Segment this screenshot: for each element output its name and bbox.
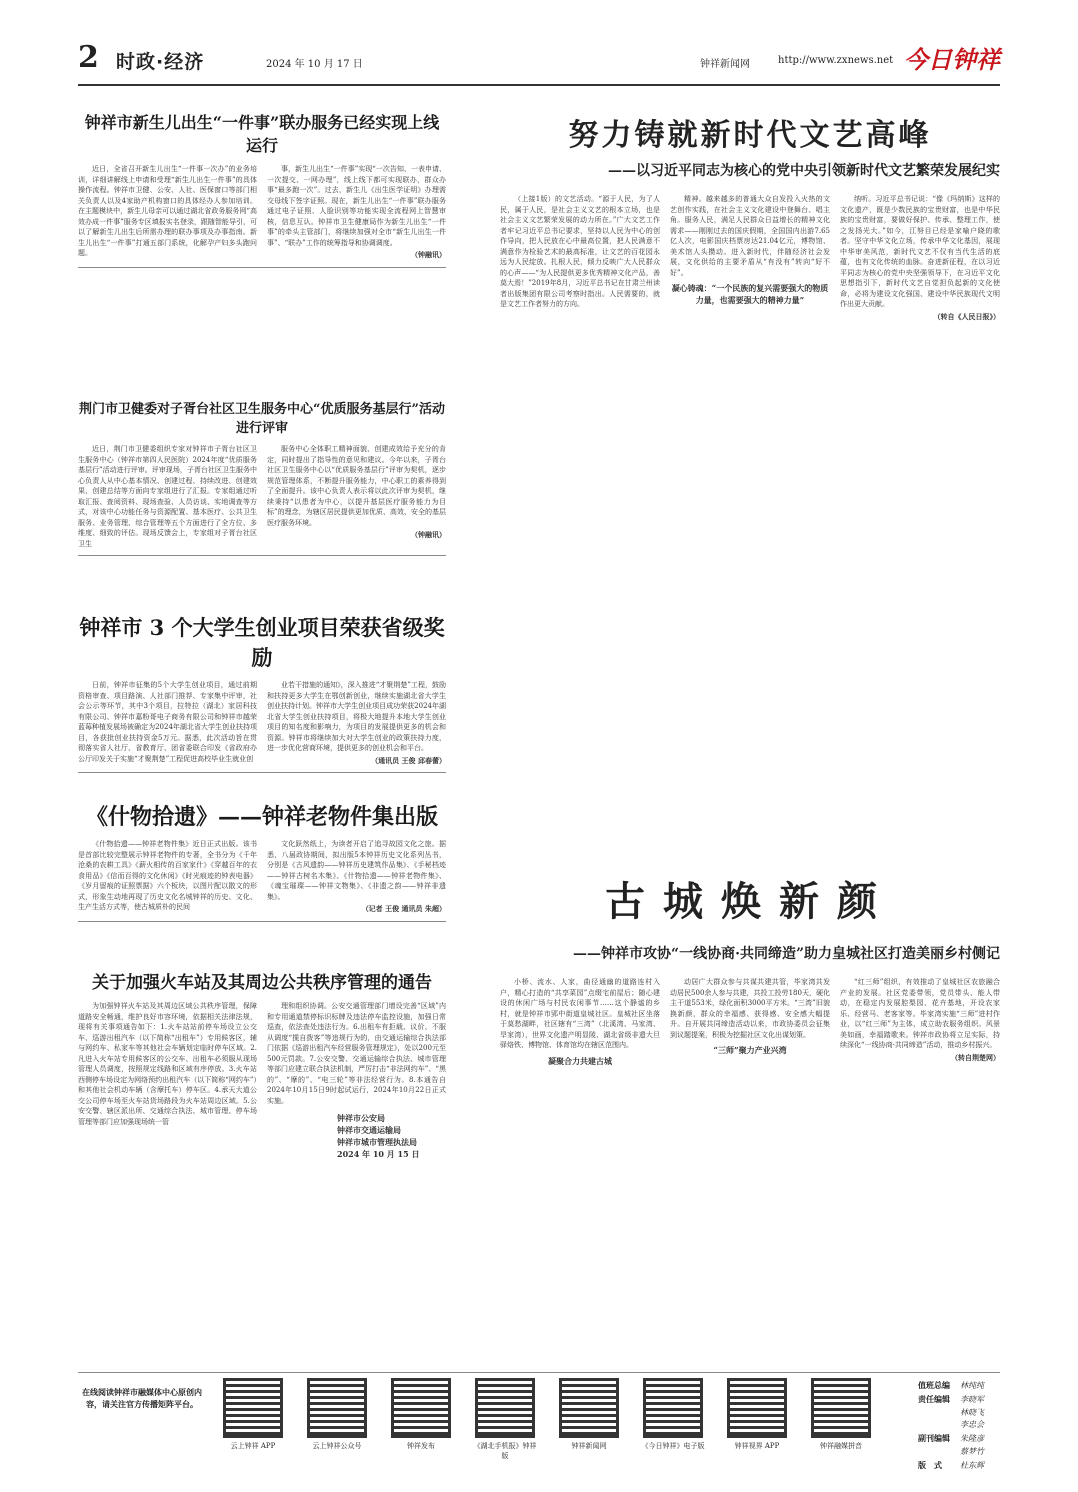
- page-number: 2: [78, 40, 99, 75]
- issue-date: 2024 年 10 月 17 日: [266, 59, 363, 70]
- article-arts: [500, 110, 1000, 322]
- qr-code[interactable]: 钟祥融媒拼音: [808, 1381, 874, 1451]
- article-newborn: [78, 110, 446, 268]
- article-title: 《什物拾遗》——钟祥老物件集出版: [85, 804, 438, 830]
- staff-list: 值班总编 林纯纯 责任编辑 李晓军 林晓飞 李忠会 副刊编辑 朱隆彦 蔡梦竹 版 式 杜东辉: [918, 1380, 984, 1470]
- article-col: 理和组织协调。公安交通管理部门增设完善“区域”内和专用通道禁停标识标牌及违法停车监控设施，加强日常巡查，依法查处违法行为。6.出租车有拒载、议价、不服从调度“揽自拨客”等违规行为的，由交通运输综合执法部门依据《巡游出租汽车经营服务管理规定》，处以200元至500元罚款。7.公安交警、交通运输综合执法、城市管理等部门应建立联合执法机制，严厉打击“非法网约车”、“黑的”、“摩的”、“电三轮”等非法经营行为。8.本通告自2024年10月15日9时起试运行，2024年10月22日正式实施。 钟祥市公安局 钟祥市交通运输局 钟祥市城市管理执法局 2024 年 10 月 15 日: [267, 1002, 446, 1159]
- site-name: 钟祥新闻网: [700, 59, 750, 70]
- newspaper-logo: 今日钟祥: [904, 45, 1000, 74]
- article-col: 服务中心全体职工精神面貌、创建成效给予充分的肯定，同时提出了指导性的意见和建议。今年以来，子胥台社区卫生服务中心以“优质服务基层行”评审为契机，逐步规范管理体系，不断提升服务能力，中心职工的素养得到了全面提升。该中心负责人表示将以此次评审为契机，继续秉持“以患者为中心，以提升基层医疗服务能力为目标”的理念，为辖区居民提供更加优质、高效、安全的基层医疗服务环境。 （钟融讯）: [267, 445, 446, 539]
- signature: 钟祥市城市管理执法局: [337, 1137, 417, 1147]
- article-subtitle: ——以习近平同志为核心的党中央引领新时代文艺繁荣发展纪实: [608, 163, 1000, 179]
- article-headline: 努力铸就新时代文艺高峰: [568, 118, 932, 153]
- footer-bar: [78, 1372, 1000, 1470]
- article-col: 近日，全省召开新生儿出生“一件事一次办”的业务培训，详细讲解线上申请和受理“新生儿出生一件事”的具体操作流程。钟祥市卫健、公安、人社、医保窗口等部门相关负责人以及4家助产机构窗口的具体经办人参加培训。在主题模块中，新生儿母亲可以通过湖北省政务服务网“高效办成一件事”服务专区填报实名登录，跟随智能导引，可以了解新生儿出生后所需办理的联办事项及办事指南。新生儿出生“一件事”打通五部门系统，化解孕产妇多头跑问题。: [78, 165, 257, 257]
- qr-code[interactable]: 《湖北手机报》钟祥版: [472, 1381, 538, 1461]
- article-book: [78, 800, 446, 922]
- article-oldtown: [500, 870, 1000, 1071]
- header-rule: [78, 84, 1000, 86]
- article-startup: [78, 612, 446, 773]
- signature: 钟祥市交通运输局: [337, 1125, 401, 1135]
- qr-code[interactable]: 钟祥新闻网: [556, 1381, 622, 1451]
- article-subheading: “三师”聚力产业兴湾: [713, 1045, 787, 1055]
- article-headline: 古城焕新颜: [605, 879, 895, 925]
- article-title: 钟祥市新生儿出生“一件事”联办服务已经实现上线运行: [84, 113, 440, 155]
- article-col: 日前，钟祥市征集的5个大学生创业项目，通过前期资格审查、项目路演、人社部门推荐、专家集中评审，社会公示等环节，其中3个项目，拉特拉（湖北）家居科技有限公司、钟祥市嘉粉哥电子商务有限公司和钟祥市越荣蓝莓种植发展场被确定为2024年湖北省大学生创业扶持项目，各获批创业扶持资金5万元。据悉，此次活动旨在贯彻落实省人社厅、省教育厅、团省委联合印发《省政府办公厅印发关于实施“才聚荆楚”工程促进高校毕业生就业创: [78, 681, 257, 763]
- article-col: 精神。越来越多的普通大众自发投入火热的文艺创作实践，在社会主义文化建设中登舞台、唱主角。服务人民，满足人民群众日益增长的精神文化需求——刚刚过去的国庆假期，全国国内出游7.65亿人次，电影国庆档票房达21.04亿元，博物馆、美术馆人头攒动。进入新时代，伴随经济社会发展，文化供给的主要矛盾从“有没有”转向“好不好”。 凝心铸魂：“一个民族的复兴需要强大的物质力量，也需要强大的精神力量”: [670, 195, 830, 305]
- footer-note: 在线阅读钟祥市融媒体中心原创内容，请关注官方传播矩阵平台。: [82, 1388, 202, 1409]
- article-col: （上接1版）的文艺活动。“源于人民，为了人民，属于人民，是社会主义文艺的根本立场，也是社会主义文艺繁荣发展的动力所在。”广大文艺工作者牢记习近平总书记要求，坚持以人民为中心的创作导向，把人民放在心中最高位置，把人民满意不满意作为检验艺术的最高标准，让文艺的百花园永远为人民绽放。扎根人民，倾力反映广大人民群众的心声——“为人民提供更多优秀精神文化产品，善莫大焉！”2019年8月，习近平总书记在甘肃兰州读者出版集团有限公司考察时指出。人民需要的，就是文艺工作者努力的方向。: [500, 195, 660, 308]
- article-subheading: 凝聚合力共建古城: [548, 1055, 612, 1066]
- site-url[interactable]: http://www.zxnews.net: [778, 55, 894, 66]
- qr-code[interactable]: 钟祥视界 APP: [724, 1381, 790, 1451]
- article-title: 钟祥市 3 个大学生创业项目荣获省级奖励: [79, 615, 445, 670]
- article-col: 动居广大群众参与共谋共建共管，毕家湾共发动居民500余人参与共建，共投工投劳180天，硬化主干道553米，绿化面积3000平方米。“三湾”旧貌换新颜，群众的幸福感、获得感、安全感大幅提升。自开展共同缔造活动以来，市政协委员会征集到议题提案，积极为挖掘社区文化出谋划策。 “三师”聚力产业兴湾: [670, 978, 830, 1055]
- article-col: 事，新生儿出生“一件事”实现“一次告知、一表申请、一次提交、一网办理”，线上线下都可实现联办，群众办事“最多跑一次”。过去，新生儿《出生医学证明》办理需交母线下签字证照。现在，新生儿出生“一件事”联办服务通过电子证照、人脸识别等功能实现全流程网上智慧审核，信息互认。钟祥市卫生健康局作为新生儿出生“一件事”的牵头主管部门，将继续加强对全市“新生儿出生一件事”、“联办”工作的统筹指导和协调调度。 （钟融讯）: [267, 165, 446, 259]
- article-title: 荆门市卫健委对子胥台社区卫生服务中心“优质服务基层行”活动进行评审: [79, 402, 445, 436]
- article-col: 纳听。习近平总书记说：“像《玛纳斯》这样的文化遗产，既是少数民族的宝贵财富，也是中华民族的宝贵财富，要做好保护、传承、整理工作，使之发扬光大。”如今，江努目已经是家喻户晓的歌者。坚守中华文化立场，传承中华文化基因，展现中华审美风范，新时代文艺不仅有当代生活的底蕴，也有文化传统的血脉。奋进新征程，在以习近平同志为核心的党中央坚强领导下，在习近平文化思想指引下，新时代文艺自觉担负起新的文化使命，必将为建设文化强国、建设中华民族现代文明作出更大贡献。 （转自《人民日报》）: [840, 195, 1000, 321]
- article-subtitle: ——钟祥市攻协“一线协商·共同缔造”助力皇城社区打造美丽乡村侧记: [573, 946, 1000, 962]
- article-col: 近日，荆门市卫健委组织专家对钟祥市子胥台社区卫生服务中心（钟祥市第四人民医院）2024年度“优质服务基层行”活动进行评审。评审现场，子胥台社区卫生服务中心负责人从中心基本情况、创建过程、持续改进、创建效果、创建总结等方面向专家组进行了汇报。专家组通过听取汇报、查阅资料、现场查验、人员访谈、实地调查等方式，对该中心功能任务与资源配置、基本医疗、公共卫生服务、业务管理、综合管理等五个方面进行了全方位、多维度、细致的评估。现场反馈会上，专家组对子胥台社区卫生: [78, 445, 257, 548]
- qr-code[interactable]: 钟祥发布: [388, 1381, 454, 1451]
- article-health: [78, 398, 446, 556]
- article-col: 《什物拾遗——钟祥老物件集》近日正式出版。该书是首部比较完整展示钟祥老物件的专著，全书分为《千年沧桑的农耕工具》《薪火相传的百家家什》《穿越百年的衣食用品》《信而百得的文化休闲》《时光痕迹的钟表电器》《岁月留痕的证照票据》六个板块，以图片配以散文的形式，形象生动地再现了历史文化名城钟祥的历史、文化、生产生活方式等，使古城质朴的民间: [78, 840, 257, 911]
- article-col: 业若干措施的通知》，深入推进“才聚荆楚”工程，鼓励和扶持更多大学生在鄂创新创业，继续实施湖北省大学生创业扶持计划。钟祥市大学生创业项目成功荣获2024年湖北省大学生创业扶持项目，将极大地提升本地大学生创业项目的知名度和影响力，为项目的发展提供更多的机会和资源。钟祥市将继续加大对大学生创业的政策扶持力度，进一步优化营商环境，提供更多的创业机会和平台。 （通讯员 王俊 邱春蕾）: [267, 681, 446, 765]
- article-col: “红三师”组织，有效推动了皇城社区农旅融合产业的发展。社区党委带领，党员带头、能人带动，在稳定内发展腔梨园、花卉基地，开设农家乐、经营马、老客家等。毕家湾实施“三师”进村作业，以“红三师”为主体，成立助农服务组织。风景美如画，幸福踏歌来。钟祥市政协将立足实际，持续深化“一线协商·共同缔造”活动，推动乡村振兴。 （转自荆楚网）: [840, 978, 1000, 1062]
- signature-date: 2024 年 10 月 15 日: [337, 1149, 420, 1159]
- signature: 钟祥市公安局: [337, 1113, 385, 1123]
- qr-code[interactable]: 云上钟祥公众号: [304, 1381, 370, 1451]
- qr-code[interactable]: 《今日钟祥》电子版: [640, 1381, 706, 1451]
- page-header: [78, 40, 1000, 84]
- article-col: 为加强钟祥火车站及其周边区域公共秩序管理，保障道路安全畅通，维护良好市容环境，依据相关法律法规，现将有关事项通告如下：1.火车站站前停车场设立公交车、巡游出租汽车（以下简称“出租车”）专用候客区，辅与网约车、私家车等其他社会车辆划定临时停车区域。2.凡进入火车站专用候客区的公交车、出租车必须服从现场管理人员调度，按照规定线路和区域有序停放。3.火车站西侧停车场设定为网络预约出租汽车（以下简称“网约车”）和其他社会机动车辆（含摩托车）停车区。4.承天大道公交公司停车场至火车站货场路段为火车站周边区域。5.公安交警、辖区派出所、交通综合执法、城市管理、停车场管理等部门应加强现场统一管: [78, 1002, 257, 1126]
- article-col: 小桥、流水、人家，曲径通幽的道路连村入户，精心打造的“共享菜园”点缀宅前屋后；随心建设的休闲广场与村民农闲事节……这个静谧的乡村，就是钟祥市郢中街道皇城社区。皇城社区坐落于莫愁湖畔，社区辖有“三湾”（北溪湾、马家湾、旱家湾），世界文化遗产明显陵、湖北省级非遗大旦驿烙铁、博物馆、体育馆均在辖区范围内。 凝聚合力共建古城: [500, 978, 660, 1066]
- article-notice: [78, 968, 446, 1160]
- section-name: 时政·经济: [116, 51, 205, 73]
- article-col: 文化跃然纸上，为读者开启了追寻故园文化之旅。据悉，八届政协期间，拟出版5本钟祥历史文化系列丛书，分别是《古风遗韵——钟祥历史建筑作品集》、《手秘档迹——钟祥古树名木集》、《什物拾遗——钟祥老物件集》、《魂宝璀璨——钟祥文物集》、《非遗之韵——钟祥非遗集》。 （记者 王俊 通讯员 朱超）: [267, 840, 446, 913]
- qr-code[interactable]: 云上钟祥 APP: [220, 1381, 286, 1451]
- article-title: 关于加强火车站及其周边公共秩序管理的通告: [92, 973, 432, 993]
- article-subheading: 凝心铸魂：“一个民族的复兴需要强大的物质力量，也需要强大的精神力量”: [671, 283, 829, 305]
